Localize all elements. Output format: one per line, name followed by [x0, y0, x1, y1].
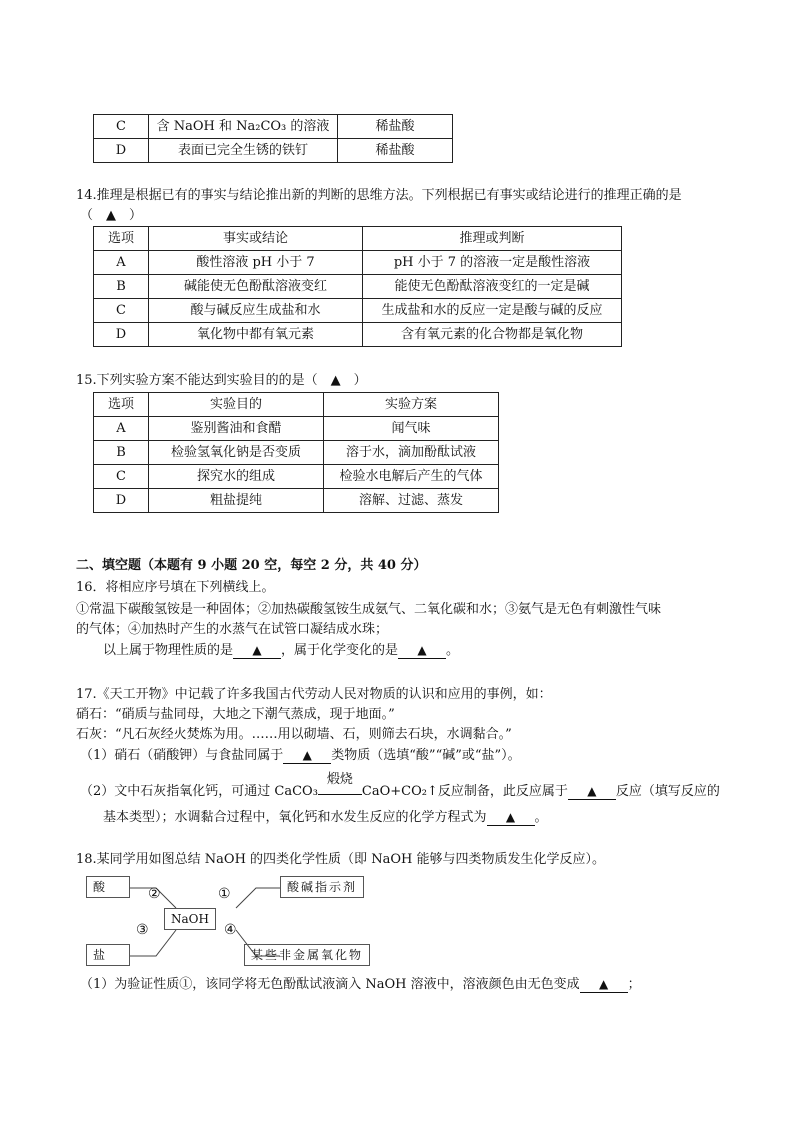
table-cell: A	[94, 251, 149, 275]
q17-p2-c: 反应（填写反应的	[615, 784, 720, 799]
table-cell: D	[94, 489, 149, 513]
q14-stem: 14.推理是根据已有的事实与结论推出新的判断的思维方法。下列根据已有事实或结论进行的推理正确的是	[76, 188, 682, 203]
table-header-row	[94, 227, 622, 251]
table-cell: 探究水的组成	[149, 465, 324, 489]
q18-p1-b: ；	[627, 977, 641, 992]
table-row	[94, 465, 499, 489]
q16-text-b: ，属于化学变化的是	[281, 643, 399, 658]
table-row	[94, 417, 499, 441]
q17-part1	[80, 746, 740, 766]
naoh-diagram	[86, 874, 376, 970]
table-cell: 酸性溶液 pH 小于 7	[149, 251, 363, 275]
q17-line2: 石灰：“凡石灰经火焚炼为用。……用以砌墙、石，则筛去石块，水调黏合。”	[76, 727, 512, 742]
q15-stem: 15.下列实验方案不能达到实验目的的是（ ▲ ）	[76, 373, 367, 388]
q16-line2: 的气体；④加热时产生的水蒸气在试管口凝结成水珠；	[76, 622, 389, 637]
table-header-cell: 选项	[94, 227, 149, 251]
q16-line3	[103, 641, 763, 661]
answer-blank[interactable]: ▲	[233, 642, 281, 659]
table-row	[94, 115, 453, 139]
table-row	[94, 299, 622, 323]
diagram-box-nonmetal-oxide: 某些非金属氧化物	[244, 944, 370, 966]
table-row	[94, 275, 622, 299]
table-header-cell: 推理或判断	[363, 227, 622, 251]
answer-blank[interactable]: ▲	[568, 783, 616, 800]
table-cell: 溶解、过滤、蒸发	[324, 489, 499, 513]
table-row	[94, 323, 622, 347]
q17-part2-cont	[103, 808, 763, 828]
table-cell: B	[94, 275, 149, 299]
q17-p1-a: （1）硝石（硝酸钾）与食盐同属于	[80, 748, 284, 763]
reaction-condition	[318, 772, 362, 802]
table-row	[94, 441, 499, 465]
table-header-cell: 事实或结论	[149, 227, 363, 251]
table-header-cell: 实验方案	[324, 393, 499, 417]
diagram-num-3: ③	[136, 922, 149, 938]
table-cell: A	[94, 417, 149, 441]
table-cell: 氧化物中都有氧元素	[149, 323, 363, 347]
table-header-cell: 选项	[94, 393, 149, 417]
top-table	[93, 114, 453, 163]
table-cell: 稀盐酸	[338, 115, 453, 139]
table-row	[94, 139, 453, 163]
table-cell: 稀盐酸	[338, 139, 453, 163]
q16-text-c: 。	[446, 643, 460, 658]
table-cell: C	[94, 299, 149, 323]
diagram-num-1: ①	[218, 886, 231, 902]
table-header-cell: 实验目的	[149, 393, 324, 417]
diagram-num-4: ④	[224, 922, 237, 938]
q17-p2-b: CaO+CO₂↑反应制备，此反应属于	[361, 784, 568, 799]
table-cell: 表面已完全生锈的铁钉	[149, 139, 338, 163]
answer-blank[interactable]: ▲	[398, 642, 446, 659]
q16-line1: ①常温下碳酸氢铵是一种固体；②加热碳酸氢铵生成氨气、二氧化碳和水；③氨气是无色有刺激性气味	[76, 602, 662, 617]
table-cell: 酸与碱反应生成盐和水	[149, 299, 363, 323]
q17-p1-b: 类物质（选填“酸”“碱”或“盐”）。	[331, 748, 521, 763]
q17-stem: 17.《天工开物》中记载了许多我国古代劳动人民对物质的认识和应用的事例，如：	[76, 687, 552, 702]
diagram-box-salt: 盐	[86, 944, 130, 966]
table-cell: 鉴别酱油和食醋	[149, 417, 324, 441]
table-cell: 闻气味	[324, 417, 499, 441]
table-cell: 碱能使无色酚酞溶液变红	[149, 275, 363, 299]
answer-blank[interactable]: ▲	[487, 809, 535, 826]
q17-part2	[80, 772, 740, 802]
table-cell: 溶于水，滴加酚酞试液	[324, 441, 499, 465]
table-cell: 粗盐提纯	[149, 489, 324, 513]
q18-part1	[80, 975, 740, 995]
q18-stem: 18.某同学用如图总结 NaOH 的四类化学性质（即 NaOH 能够与四类物质发生化学反应）。	[76, 852, 605, 867]
table-header-row	[94, 393, 499, 417]
q17-line1: 硝石：“硝质与盐同母，大地之下潮气蒸成，现于地面。”	[76, 707, 395, 722]
diagram-box-naoh: NaOH	[164, 908, 216, 930]
diagram-num-2: ②	[148, 886, 161, 902]
table-cell: 能使无色酚酞溶液变红的一定是碱	[363, 275, 622, 299]
table-cell: pH 小于 7 的溶液一定是酸性溶液	[363, 251, 622, 275]
q18-p1-a: （1）为验证性质①，该同学将无色酚酞试液滴入 NaOH 溶液中，溶液颜色由无色变成	[80, 977, 580, 992]
answer-blank[interactable]: ▲	[283, 747, 331, 764]
table-cell: 含 NaOH 和 Na₂CO₃ 的溶液	[149, 115, 338, 139]
q16-stem: 16．将相应序号填在下列横线上。	[76, 580, 275, 595]
q17-p2-e: 。	[534, 810, 548, 825]
table-cell: 检验氢氧化钠是否变质	[149, 441, 324, 465]
q14-answer: （ ▲ ）	[80, 208, 142, 223]
q17-p2-a: （2）文中石灰指氧化钙，可通过 CaCO₃	[80, 784, 318, 799]
table-cell: 生成盐和水的反应一定是酸与碱的反应	[363, 299, 622, 323]
answer-blank[interactable]: ▲	[580, 976, 628, 993]
condition-label: 煅烧	[326, 772, 353, 787]
table-cell: 检验水电解后产生的气体	[324, 465, 499, 489]
diagram-box-acid: 酸	[86, 876, 130, 898]
q17-p2-d: 基本类型）；水调黏合过程中，氧化钙和水发生反应的化学方程式为	[103, 810, 487, 825]
q15-table	[93, 392, 499, 513]
table-cell: D	[94, 139, 149, 163]
table-cell: C	[94, 115, 149, 139]
q16-text-a: 以上属于物理性质的是	[103, 643, 234, 658]
table-cell: C	[94, 465, 149, 489]
table-cell: D	[94, 323, 149, 347]
table-row	[94, 251, 622, 275]
diagram-box-indicator: 酸碱指示剂	[280, 876, 364, 898]
table-cell: B	[94, 441, 149, 465]
section-title: 二、填空题（本题有 9 小题 20 空，每空 2 分，共 40 分）	[76, 558, 427, 573]
q14-table	[93, 226, 622, 347]
table-row	[94, 489, 499, 513]
table-cell: 含有氧元素的化合物都是氧化物	[363, 323, 622, 347]
